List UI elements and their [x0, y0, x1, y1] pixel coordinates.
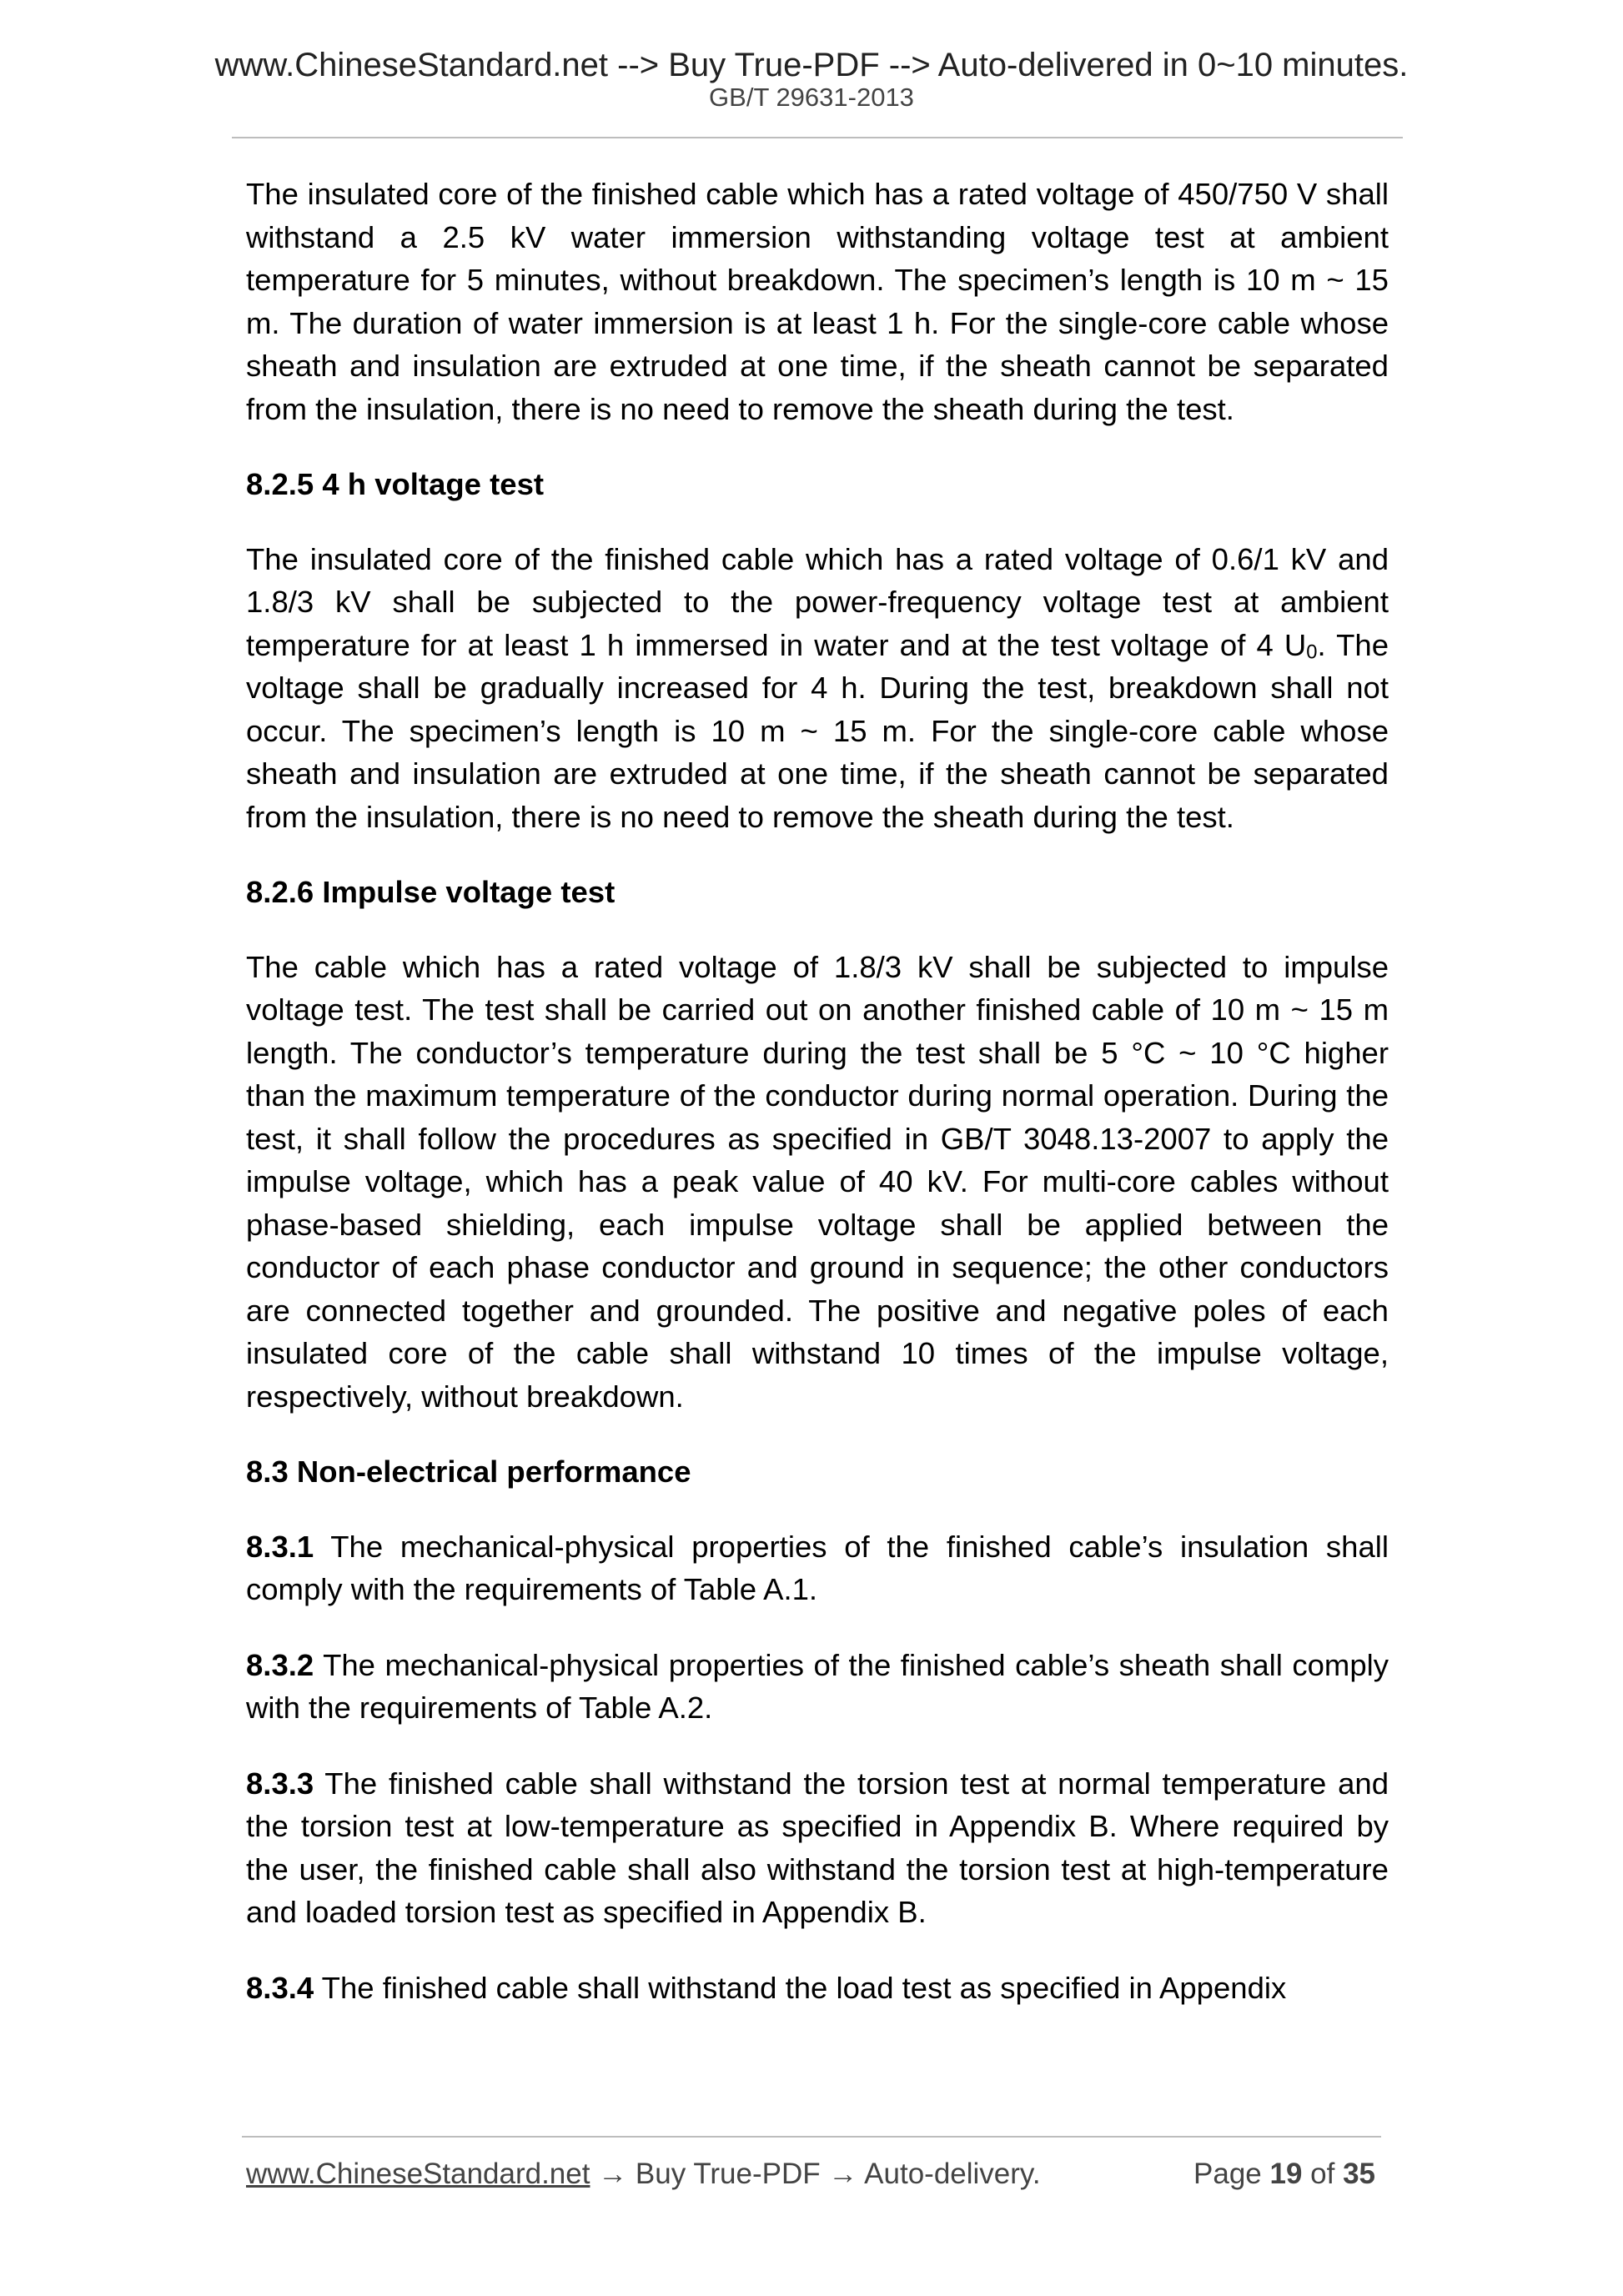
clause-number-8-3-3: 8.3.3: [246, 1766, 314, 1801]
paragraph-8-2-4-text: The insulated core of the finished cable which has a rated voltage of 450/750 V shall withstand a 2.5 kV water immersion withstanding voltage test at ambient temperature for 5 minutes, without breakdown. The specimen’s length is 10 m ~ 15 m. The duration of water immersion is at least 1 h. For the single-core cable whose sheath and insulation are extruded at one time, if the sheath cannot be separated from the insulation, there is no need to remove the sheath during the test.: [246, 177, 1389, 426]
section-heading-8-3: 8.3 Non-electrical performance: [246, 1454, 691, 1489]
page-label: Page: [1193, 2158, 1270, 2190]
of-label: of: [1302, 2158, 1344, 2190]
clause-text-8-3-4: The finished cable shall withstand the load test as specified in Appendix: [314, 1970, 1287, 2005]
paragraph-8-2-5-part1: The insulated core of the finished cable which has a rated voltage of 0.6/1 kV and 1.8/3 kV shall be subjected to the power-frequency voltage test at ambient temperature for at least 1 h immersed in water and at the test voltage of 4 U: [246, 541, 1389, 662]
section-heading-8-2-5: 8.2.5 4 h voltage test: [246, 467, 545, 501]
page-footer: [246, 2157, 1375, 2192]
clause-8-3-1: [246, 1525, 1389, 1611]
clause-text-8-3-3: The finished cable shall withstand the torsion test at normal temperature and the torsion test at low-temperature as specified in Appendix B. Where required by the user, the finished cable shall also withstand the torsion test at high-temperature and loaded torsion test as specified in Appendix B.: [246, 1766, 1389, 1929]
clause-8-3-4: [246, 1967, 1389, 2010]
paragraph-8-2-5-part2: . The voltage shall be gradually increased for 4 h. During the test, breakdown shall not occur. The specimen’s length is 10 m ~ 15 m. For the single-core cable whose sheath and insulation are extruded at one time, if the sheath cannot be separated from the insulation, there is no need to remove the sheath during the test.: [246, 627, 1389, 834]
clause-number-8-3-4: 8.3.4: [246, 1970, 314, 2005]
section-heading-8-2-6: 8.2.6 Impulse voltage test: [246, 875, 616, 909]
footer-divider: [242, 2136, 1381, 2138]
clause-number-8-3-2: 8.3.2: [246, 1647, 314, 1682]
footer-site-link[interactable]: www.ChineseStandard.net: [246, 2158, 590, 2190]
page-number-indicator: [1193, 2157, 1375, 2192]
u0-subscript: 0: [1306, 641, 1318, 664]
clause-8-3-2: [246, 1644, 1389, 1730]
header-divider: [232, 137, 1403, 138]
site-banner: www.ChineseStandard.net --> Buy True-PDF --> Auto-delivered in 0~10 minutes.: [214, 47, 1409, 83]
total-page-count: 35: [1343, 2158, 1375, 2190]
document-code: GB/T 29631-2013: [709, 83, 914, 112]
paragraph-8-2-6: The cable which has a rated voltage of 1.8/3 kV shall be subjected to impulse voltage test. The test shall be carried out on another finished cable of 10 m ~ 15 m length. The conductor’s temperature during the test shall be 5 °C ~ 10 °C higher than the maximum temperature of the conductor during normal operation. During the test, it shall follow the procedures as specified in GB/T 3048.13-2007 to apply the impulse voltage, which has a peak value of 40 kV. For multi-core cables without phase-based shielding, each impulse voltage shall be applied between the conductor of each phase conductor and ground in sequence; the other conductors are connected together and grounded. The positive and negative poles of each insulated core of the cable shall withstand 10 times of the impulse voltage, respectively, without breakdown.: [246, 949, 1389, 1414]
clause-number-8-3-1: 8.3.1: [246, 1529, 314, 1564]
paragraph-8-2-5: [246, 538, 1389, 839]
clause-text-8-3-2: The mechanical-physical properties of the finished cable’s sheath shall comply with the requirements of Table A.2.: [246, 1647, 1389, 1725]
clause-text-8-3-1: The mechanical-physical properties of the finished cable’s insulation shall comply with the requirements of Table A.1.: [246, 1529, 1389, 1606]
page-content: [246, 173, 1389, 2042]
footer-tagline: → Buy True-PDF → Auto-delivery.: [590, 2158, 1041, 2190]
clause-8-3-3: [246, 1762, 1389, 1934]
current-page-number: 19: [1269, 2158, 1303, 2190]
